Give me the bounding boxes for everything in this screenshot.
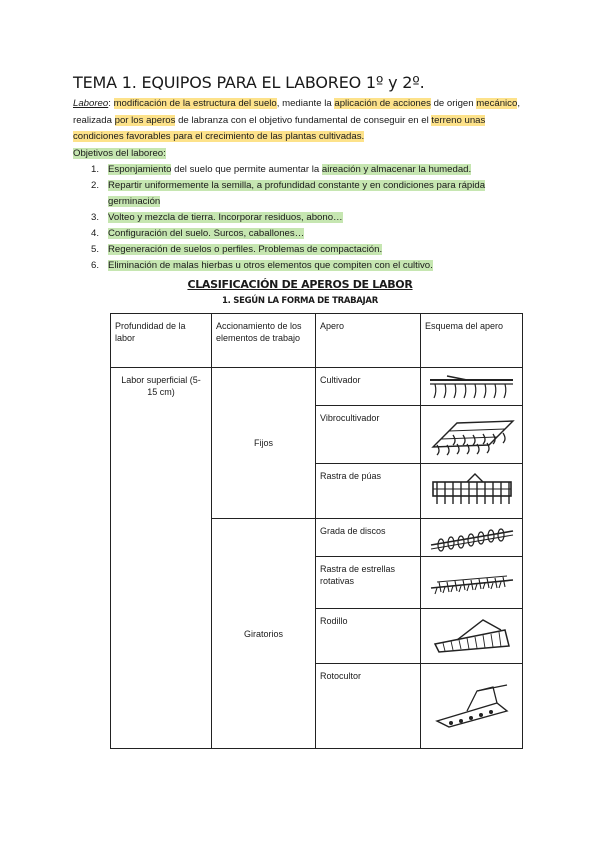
objectives-list <box>73 162 523 274</box>
list-number: 2. <box>91 180 100 191</box>
highlighted-text: Esponjamiento <box>108 164 172 175</box>
highlighted-text: Regeneración de suelos o perfiles. Problemas de compactación. <box>108 244 383 255</box>
table-header-row <box>111 314 523 368</box>
highlighted-text: Configuración del suelo. Surcos, caballones… <box>108 228 305 239</box>
classification-subheading: 1. SEGÚN LA FORMA DE TRABAJAR <box>222 296 378 306</box>
text-span: : <box>108 98 114 109</box>
highlighted-text: mecánico <box>476 98 518 109</box>
text-span: , realizada <box>73 98 520 126</box>
rastra-puas-diagram <box>421 464 523 519</box>
highlighted-text: terreno unas condiciones favorables para el crecimiento de las plantas cultivadas. <box>73 114 486 142</box>
list-item <box>73 226 523 242</box>
list-number: 1. <box>91 164 100 175</box>
highlighted-text: aplicación de acciones <box>334 98 431 109</box>
text-span: de origen <box>430 98 477 109</box>
header-diagram: Esquema del apero <box>421 314 523 368</box>
intro-paragraph <box>73 96 523 146</box>
highlighted-text: modificación de la estructura del suelo <box>113 98 277 109</box>
depth-cell: Labor superficial (5-15 cm) <box>111 368 212 749</box>
cultivador-diagram <box>421 368 523 406</box>
objectives-block <box>73 146 523 274</box>
tool-name: Cultivador <box>316 368 421 406</box>
rastra-estrellas-diagram <box>421 557 523 609</box>
implements-table <box>110 313 523 749</box>
list-number: 3. <box>91 212 100 223</box>
tool-name: Rastra de púas <box>316 464 421 519</box>
header-depth: Profundidad de la labor <box>111 314 212 368</box>
highlighted-text: aireación y almacenar la humedad. <box>321 164 472 175</box>
vibrocultivador-diagram <box>421 406 523 464</box>
highlighted-text: Eliminación de malas hierbas u otros elementos que compiten con el cultivo. <box>108 260 433 271</box>
list-number: 6. <box>91 260 100 271</box>
classification-heading: CLASIFICACIÓN DE APEROS DE LABOR <box>187 278 413 291</box>
list-item <box>73 210 523 226</box>
intro-term: Laboreo <box>73 98 109 109</box>
header-actuation: Accionamiento de los elementos de trabajo <box>212 314 316 368</box>
list-item <box>73 258 523 274</box>
tool-name: Rastra de estrellas rotativas <box>316 557 421 609</box>
tool-name: Grada de discos <box>316 519 421 557</box>
objectives-heading: Objetivos del laboreo: <box>73 148 166 159</box>
header-implement: Apero <box>316 314 421 368</box>
rodillo-diagram <box>421 609 523 664</box>
text-span: del suelo que permite aumentar la <box>171 164 322 175</box>
rotocultor-diagram <box>421 664 523 749</box>
grada-discos-diagram <box>421 519 523 557</box>
tool-name: Vibrocultivador <box>316 406 421 464</box>
text-span: de labranza con el objetivo fundamental de conseguir en el <box>175 114 432 126</box>
actuation-fixed: Fijos <box>212 368 316 519</box>
list-number: 5. <box>91 244 100 255</box>
highlighted-text: Repartir uniformemente la semilla, a profundidad constante y en condiciones para rápida germinación <box>108 180 486 207</box>
text-span: , mediante la <box>276 98 335 109</box>
page-title: TEMA 1. EQUIPOS PARA EL LABOREO 1º y 2º. <box>73 73 425 92</box>
list-item <box>73 162 523 178</box>
tool-name: Rotocultor <box>316 664 421 749</box>
list-item <box>73 178 523 210</box>
actuation-rotary: Giratorios <box>212 519 316 749</box>
highlighted-text: por los aperos <box>114 114 176 126</box>
list-item <box>73 242 523 258</box>
tool-name: Rodillo <box>316 609 421 664</box>
list-number: 4. <box>91 228 100 239</box>
table-row <box>111 368 523 406</box>
highlighted-text: Volteo y mezcla de tierra. Incorporar residuos, abono… <box>108 212 343 223</box>
